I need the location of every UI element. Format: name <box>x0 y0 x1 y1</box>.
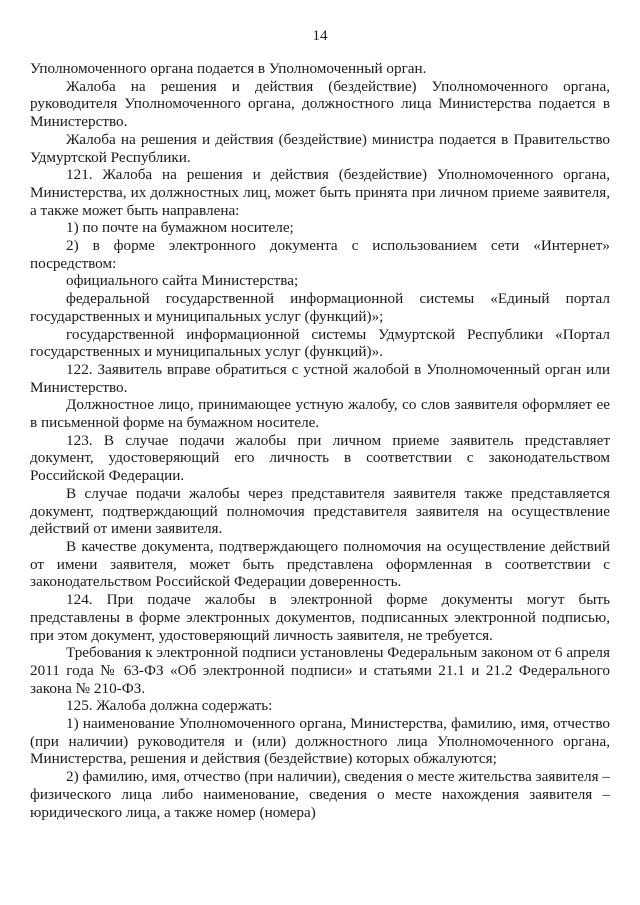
paragraph: Требования к электронной подписи установлены Федеральным законом от 6 апреля 2011 года № 63-ФЗ «Об электронной подписи» и статьями 21.1 и 21.2 Федерального закона № 210-ФЗ. <box>30 644 610 697</box>
paragraph: В качестве документа, подтверждающего полномочия на осуществление действий от имени заявителя, может быть представлена оформленная в соответствии с законодательством Российской Федерации доверенность. <box>30 537 610 591</box>
page-number: 14 <box>312 28 328 44</box>
paragraph: 124. При подаче жалобы в электронной форме документы могут быть представлены в форме электронных документов, подписанных электронной подписью, при этом документ, удостоверяющий личность заявителя, не требуется. <box>30 591 610 644</box>
paragraph: федеральной государственной информационной системы «Единый портал государственных и муниципальных услуг (функций)»; <box>30 290 610 325</box>
paragraph: Должностное лицо, принимающее устную жалобу, со слов заявителя оформляет ее в письменной форме на бумажном носителе. <box>30 396 610 432</box>
paragraph: 123. В случае подачи жалобы при личном приеме заявитель представляет документ, удостоверяющий его личность в соответствии с законодательством Российской Федерации. <box>30 431 610 485</box>
list-item: 1) наименование Уполномоченного органа, Министерства, фамилию, имя, отчество (при наличии) руководителя и (или) должностного лица Уполномоченного органа, Министерства, решения и действия (бездействие) которых обжалуются; <box>30 715 610 768</box>
paragraph: Жалоба на решения и действия (бездействие) министра подается в Правительство Удмуртской Республики. <box>30 130 610 166</box>
paragraph: 125. Жалоба должна содержать: <box>66 697 273 715</box>
paragraph: Жалоба на решения и действия (бездействие) Уполномоченного органа, руководителя Уполномоченного органа, должностного лица Министерства подается в Министерство. <box>30 77 610 131</box>
paragraph: официального сайта Министерства; <box>66 272 299 290</box>
paragraph: Уполномоченного органа подается в Уполномоченный орган. <box>30 60 427 77</box>
paragraph: 122. Заявитель вправе обратиться с устной жалобой в Уполномоченный орган или Министерство. <box>30 360 610 396</box>
paragraph: В случае подачи жалобы через представителя заявителя также представляется документ, подтверждающий полномочия представителя заявителя на осуществление действий от имени заявителя. <box>30 484 610 538</box>
document-body <box>30 60 610 821</box>
paragraph: 121. Жалоба на решения и действия (бездействие) Уполномоченного органа, Министерства, их должностных лиц, может быть принята при личном приеме заявителя, а также может быть направлена: <box>30 166 610 219</box>
paragraph: государственной информационной системы Удмуртской Республики «Портал государственных и муниципальных услуг (функций)». <box>30 325 610 361</box>
list-item: 2) в форме электронного документа с использованием сети «Интернет» посредством: <box>30 237 610 272</box>
list-item: 2) фамилию, имя, отчество (при наличии), сведения о месте жительства заявителя – физического лица либо наименование, сведения о месте нахождения заявителя – юридического лица, а также номер (номера) <box>30 768 610 821</box>
list-item: 1) по почте на бумажном носителе; <box>66 219 294 237</box>
